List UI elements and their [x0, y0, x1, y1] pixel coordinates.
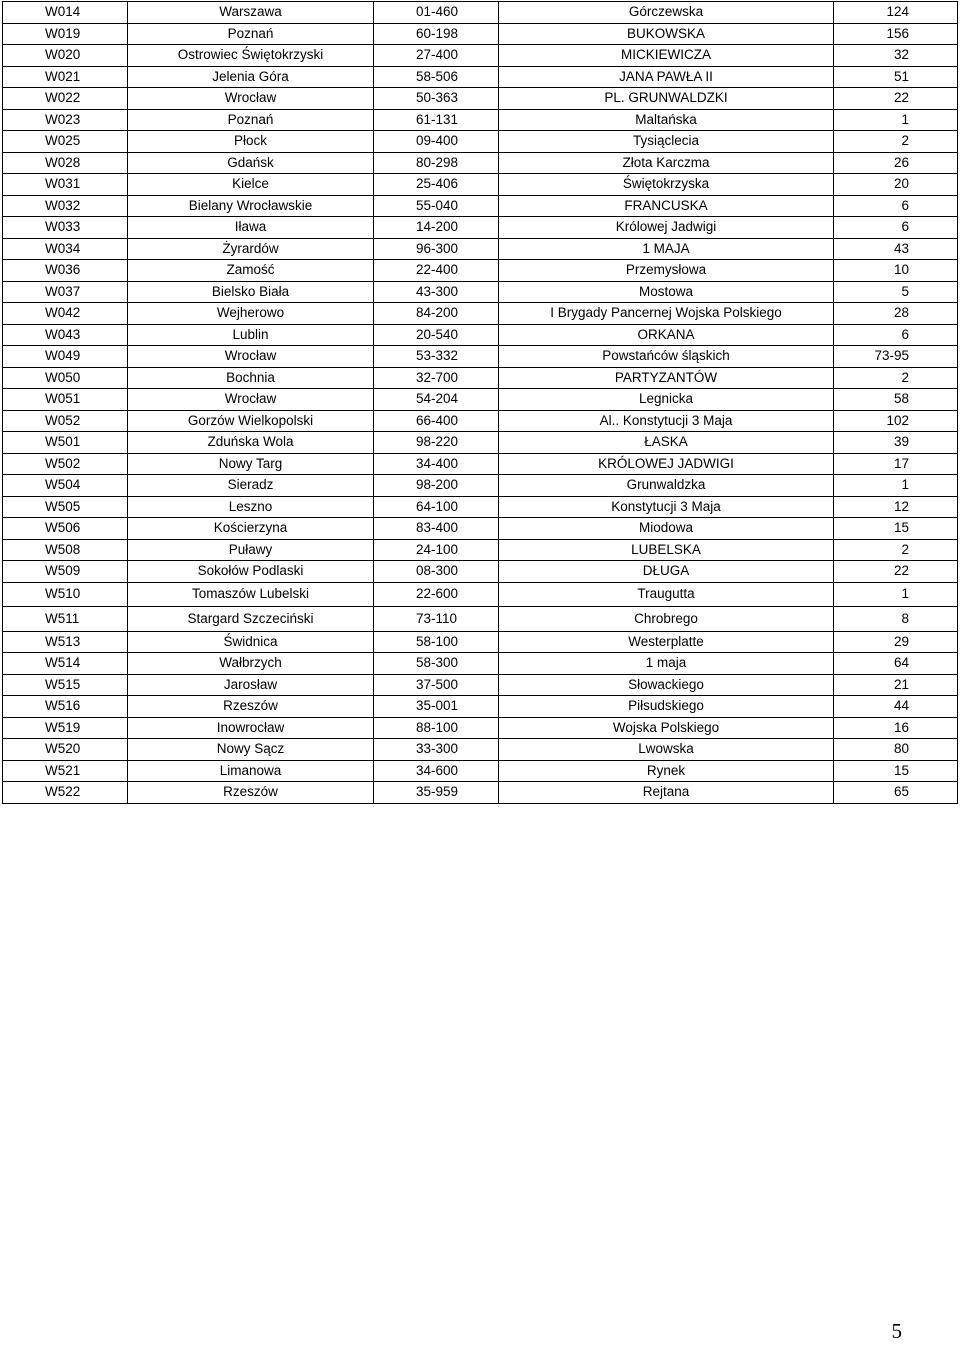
cell-zip: 34-600: [374, 760, 499, 782]
cell-zip: 14-200: [374, 217, 499, 239]
cell-city: Nowy Sącz: [128, 739, 374, 761]
cell-zip: 98-220: [374, 432, 499, 454]
cell-code: W509: [3, 561, 128, 583]
cell-code: W031: [3, 174, 128, 196]
cell-city: Kielce: [128, 174, 374, 196]
cell-zip: 32-700: [374, 367, 499, 389]
cell-street: Rynek: [499, 760, 834, 782]
cell-street: Górczewska: [499, 2, 834, 24]
cell-zip: 98-200: [374, 475, 499, 497]
cell-street: Złota Karczma: [499, 152, 834, 174]
cell-zip: 09-400: [374, 131, 499, 153]
table-row: [3, 109, 958, 131]
cell-number: 102: [834, 410, 958, 432]
table-row: [3, 303, 958, 325]
cell-number: 124: [834, 2, 958, 24]
cell-code: W036: [3, 260, 128, 282]
cell-street: LUBELSKA: [499, 539, 834, 561]
cell-city: Gorzów Wielkopolski: [128, 410, 374, 432]
cell-city: Bielany Wrocławskie: [128, 195, 374, 217]
cell-zip: 60-198: [374, 23, 499, 45]
cell-city: Sokołów Podlaski: [128, 561, 374, 583]
cell-zip: 34-400: [374, 453, 499, 475]
cell-street: Świętokrzyska: [499, 174, 834, 196]
cell-number: 6: [834, 217, 958, 239]
cell-code: W023: [3, 109, 128, 131]
locations-table: [2, 1, 958, 804]
cell-code: W021: [3, 66, 128, 88]
table-row: [3, 475, 958, 497]
cell-street: Chrobrego: [499, 607, 834, 632]
cell-number: 6: [834, 195, 958, 217]
table-row: [3, 260, 958, 282]
table-row: [3, 324, 958, 346]
cell-number: 15: [834, 518, 958, 540]
cell-city: Gdańsk: [128, 152, 374, 174]
cell-city: Tomaszów Lubelski: [128, 582, 374, 607]
cell-city: Wrocław: [128, 88, 374, 110]
cell-city: Jarosław: [128, 674, 374, 696]
cell-code: W032: [3, 195, 128, 217]
cell-code: W514: [3, 653, 128, 675]
cell-zip: 58-300: [374, 653, 499, 675]
table-row: [3, 217, 958, 239]
cell-street: Piłsudskiego: [499, 696, 834, 718]
cell-street: Miodowa: [499, 518, 834, 540]
cell-code: W043: [3, 324, 128, 346]
cell-street: MICKIEWICZA: [499, 45, 834, 67]
cell-number: 20: [834, 174, 958, 196]
cell-zip: 84-200: [374, 303, 499, 325]
cell-city: Wejherowo: [128, 303, 374, 325]
cell-zip: 58-506: [374, 66, 499, 88]
cell-zip: 33-300: [374, 739, 499, 761]
cell-number: 8: [834, 607, 958, 632]
cell-city: Kościerzyna: [128, 518, 374, 540]
cell-street: Wojska Polskiego: [499, 717, 834, 739]
cell-street: Tysiąclecia: [499, 131, 834, 153]
table-body: [3, 2, 958, 804]
cell-street: 1 MAJA: [499, 238, 834, 260]
cell-number: 17: [834, 453, 958, 475]
cell-city: Wrocław: [128, 346, 374, 368]
cell-number: 43: [834, 238, 958, 260]
cell-zip: 25-406: [374, 174, 499, 196]
table-row: [3, 582, 958, 607]
table-row: [3, 2, 958, 24]
cell-number: 6: [834, 324, 958, 346]
cell-number: 1: [834, 475, 958, 497]
cell-number: 2: [834, 539, 958, 561]
cell-city: Płock: [128, 131, 374, 153]
cell-street: BUKOWSKA: [499, 23, 834, 45]
cell-code: W522: [3, 782, 128, 804]
cell-street: Westerplatte: [499, 631, 834, 653]
cell-code: W508: [3, 539, 128, 561]
cell-city: Wrocław: [128, 389, 374, 411]
cell-zip: 96-300: [374, 238, 499, 260]
cell-code: W025: [3, 131, 128, 153]
cell-number: 32: [834, 45, 958, 67]
cell-code: W513: [3, 631, 128, 653]
cell-street: Traugutta: [499, 582, 834, 607]
cell-zip: 55-040: [374, 195, 499, 217]
cell-zip: 22-400: [374, 260, 499, 282]
cell-code: W511: [3, 607, 128, 632]
cell-code: W050: [3, 367, 128, 389]
cell-zip: 88-100: [374, 717, 499, 739]
cell-number: 21: [834, 674, 958, 696]
cell-code: W033: [3, 217, 128, 239]
table-row: [3, 760, 958, 782]
cell-street: KRÓLOWEJ JADWIGI: [499, 453, 834, 475]
cell-number: 28: [834, 303, 958, 325]
cell-city: Rzeszów: [128, 696, 374, 718]
cell-number: 73-95: [834, 346, 958, 368]
table-row: [3, 346, 958, 368]
cell-number: 10: [834, 260, 958, 282]
cell-zip: 50-363: [374, 88, 499, 110]
cell-city: Poznań: [128, 109, 374, 131]
cell-city: Wałbrzych: [128, 653, 374, 675]
table-row: [3, 23, 958, 45]
cell-number: 64: [834, 653, 958, 675]
table-row: [3, 696, 958, 718]
cell-street: Maltańska: [499, 109, 834, 131]
cell-city: Zduńska Wola: [128, 432, 374, 454]
cell-street: Legnicka: [499, 389, 834, 411]
page-number: 5: [891, 1319, 902, 1343]
cell-city: Bielsko Biała: [128, 281, 374, 303]
table-row: [3, 561, 958, 583]
cell-code: W520: [3, 739, 128, 761]
cell-city: Leszno: [128, 496, 374, 518]
table-row: [3, 518, 958, 540]
cell-street: FRANCUSKA: [499, 195, 834, 217]
table-row: [3, 717, 958, 739]
cell-zip: 58-100: [374, 631, 499, 653]
cell-city: Iława: [128, 217, 374, 239]
cell-code: W505: [3, 496, 128, 518]
cell-street: Mostowa: [499, 281, 834, 303]
cell-code: W521: [3, 760, 128, 782]
cell-street: Konstytucji 3 Maja: [499, 496, 834, 518]
cell-street: PL. GRUNWALDZKI: [499, 88, 834, 110]
cell-zip: 66-400: [374, 410, 499, 432]
table-row: [3, 45, 958, 67]
cell-number: 12: [834, 496, 958, 518]
cell-street: Królowej Jadwigi: [499, 217, 834, 239]
cell-city: Rzeszów: [128, 782, 374, 804]
cell-street: Lwowska: [499, 739, 834, 761]
table-row: [3, 432, 958, 454]
table-row: [3, 674, 958, 696]
table-row: [3, 174, 958, 196]
table-row: [3, 131, 958, 153]
cell-city: Jelenia Góra: [128, 66, 374, 88]
cell-number: 1: [834, 109, 958, 131]
cell-street: Rejtana: [499, 782, 834, 804]
cell-code: W051: [3, 389, 128, 411]
cell-zip: 37-500: [374, 674, 499, 696]
cell-street: Grunwaldzka: [499, 475, 834, 497]
table-row: [3, 389, 958, 411]
cell-number: 22: [834, 88, 958, 110]
cell-number: 80: [834, 739, 958, 761]
cell-city: Ostrowiec Świętokrzyski: [128, 45, 374, 67]
cell-code: W020: [3, 45, 128, 67]
table-row: [3, 238, 958, 260]
cell-code: W052: [3, 410, 128, 432]
cell-number: 51: [834, 66, 958, 88]
table-row: [3, 539, 958, 561]
cell-code: W501: [3, 432, 128, 454]
cell-code: W504: [3, 475, 128, 497]
cell-zip: 61-131: [374, 109, 499, 131]
cell-street: DŁUGA: [499, 561, 834, 583]
cell-city: Bochnia: [128, 367, 374, 389]
cell-code: W510: [3, 582, 128, 607]
cell-code: W502: [3, 453, 128, 475]
table-row: [3, 653, 958, 675]
cell-number: 22: [834, 561, 958, 583]
cell-street: Powstańców śląskich: [499, 346, 834, 368]
cell-zip: 83-400: [374, 518, 499, 540]
cell-code: W515: [3, 674, 128, 696]
cell-code: W049: [3, 346, 128, 368]
cell-number: 58: [834, 389, 958, 411]
cell-code: W019: [3, 23, 128, 45]
cell-code: W034: [3, 238, 128, 260]
table-row: [3, 496, 958, 518]
cell-zip: 53-332: [374, 346, 499, 368]
cell-zip: 54-204: [374, 389, 499, 411]
cell-code: W506: [3, 518, 128, 540]
cell-number: 16: [834, 717, 958, 739]
cell-street: I Brygady Pancernej Wojska Polskiego: [499, 303, 834, 325]
cell-street: ORKANA: [499, 324, 834, 346]
cell-number: 39: [834, 432, 958, 454]
cell-zip: 35-959: [374, 782, 499, 804]
table-row: [3, 631, 958, 653]
cell-city: Inowrocław: [128, 717, 374, 739]
cell-number: 44: [834, 696, 958, 718]
table-row: [3, 66, 958, 88]
cell-number: 65: [834, 782, 958, 804]
cell-number: 1: [834, 582, 958, 607]
cell-zip: 35-001: [374, 696, 499, 718]
cell-street: Przemysłowa: [499, 260, 834, 282]
cell-city: Żyrardów: [128, 238, 374, 260]
cell-code: W028: [3, 152, 128, 174]
table-row: [3, 453, 958, 475]
cell-zip: 73-110: [374, 607, 499, 632]
cell-city: Limanowa: [128, 760, 374, 782]
cell-city: Sieradz: [128, 475, 374, 497]
table-row: [3, 195, 958, 217]
cell-city: Świdnica: [128, 631, 374, 653]
cell-code: W037: [3, 281, 128, 303]
cell-code: W014: [3, 2, 128, 24]
cell-code: W042: [3, 303, 128, 325]
cell-street: Słowackiego: [499, 674, 834, 696]
cell-code: W519: [3, 717, 128, 739]
cell-zip: 08-300: [374, 561, 499, 583]
cell-zip: 43-300: [374, 281, 499, 303]
cell-street: ŁASKA: [499, 432, 834, 454]
table-row: [3, 410, 958, 432]
cell-number: 2: [834, 131, 958, 153]
cell-number: 29: [834, 631, 958, 653]
cell-city: Puławy: [128, 539, 374, 561]
cell-street: PARTYZANTÓW: [499, 367, 834, 389]
cell-number: 2: [834, 367, 958, 389]
table-row: [3, 281, 958, 303]
cell-city: Zamość: [128, 260, 374, 282]
cell-city: Lublin: [128, 324, 374, 346]
cell-code: W516: [3, 696, 128, 718]
cell-city: Warszawa: [128, 2, 374, 24]
cell-zip: 24-100: [374, 539, 499, 561]
cell-number: 156: [834, 23, 958, 45]
cell-zip: 20-540: [374, 324, 499, 346]
cell-city: Nowy Targ: [128, 453, 374, 475]
cell-street: 1 maja: [499, 653, 834, 675]
cell-zip: 01-460: [374, 2, 499, 24]
table-row: [3, 739, 958, 761]
table-row: [3, 152, 958, 174]
cell-zip: 22-600: [374, 582, 499, 607]
cell-zip: 80-298: [374, 152, 499, 174]
cell-city: Stargard Szczeciński: [128, 607, 374, 632]
cell-zip: 64-100: [374, 496, 499, 518]
cell-zip: 27-400: [374, 45, 499, 67]
cell-code: W022: [3, 88, 128, 110]
cell-street: JANA PAWŁA II: [499, 66, 834, 88]
cell-number: 26: [834, 152, 958, 174]
table-row: [3, 607, 958, 632]
table-row: [3, 367, 958, 389]
table-row: [3, 88, 958, 110]
cell-number: 15: [834, 760, 958, 782]
table-row: [3, 782, 958, 804]
cell-number: 5: [834, 281, 958, 303]
cell-street: Al.. Konstytucji 3 Maja: [499, 410, 834, 432]
cell-city: Poznań: [128, 23, 374, 45]
